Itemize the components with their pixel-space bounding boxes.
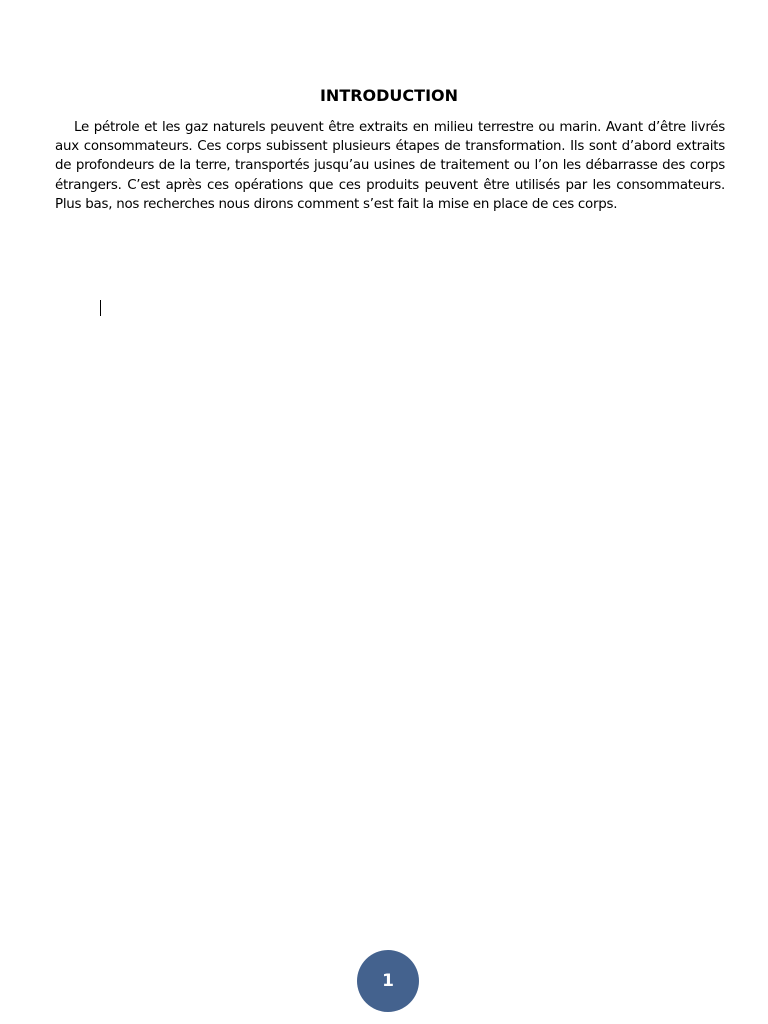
- text-cursor: [100, 300, 101, 316]
- page-number-badge: [357, 950, 419, 1012]
- page-title: INTRODUCTION: [319, 86, 459, 105]
- introduction-paragraph[interactable]: Le pétrole et les gaz naturels peuvent être extraits en milieu terrestre ou marin. Avant d’être livrés aux consommateurs. Ces corps subissent plusieurs étapes de transformation. Ils sont d’abord extraits de profondeurs de la terre, transportés jusqu’au usines de traitement ou l’on les débarrasse des corps étrangers. C’est après ces opérations que ces produits peuvent être utilisés par les consommateurs. Plus bas, nos recherches nous dirons comment s’est fait la mise en place de ces corps.: [55, 120, 725, 212]
- page-number: 1: [382, 971, 394, 991]
